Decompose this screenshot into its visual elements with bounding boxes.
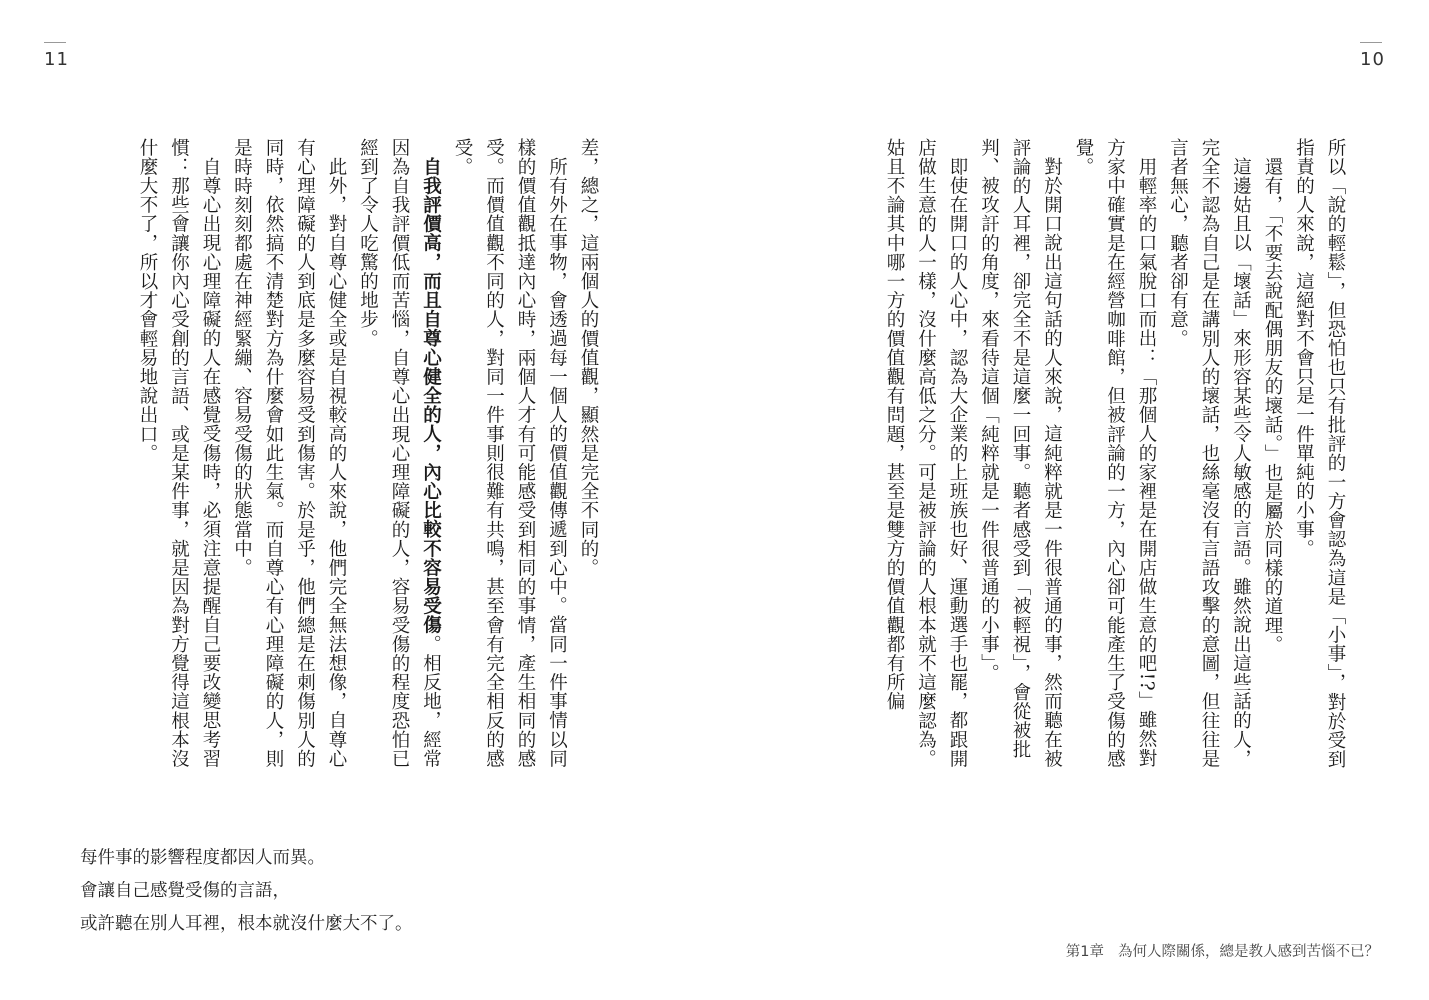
body-paragraph-emphasis: [352, 138, 447, 778]
body-paragraph: 此外，對自尊心健全或是自視較高的人來說，他們完全無法想像，自尊心有心理障礙的人到底是多麼容易受到傷害。於是乎，他們總是在刺傷別人的同時，依然搞不清楚對方為什麼會如此生氣。而自尊心有心理障礙的人，則是時時刻刻都處在神經緊繃、容易受傷的狀態當中。: [231, 138, 347, 769]
body-paragraph: 所以「說的輕鬆」，但恐怕也只有批評的一方會認為這是「小事」，對於受到指責的人來說，這絕對不會只是一件單純的小事。: [1293, 138, 1346, 769]
body-paragraph: 對於開口說出這句話的人來說，這純粹就是一件很普通的事，然而聽在被評論的人耳裡，卻完全不是這麼一回事。聽者感受到「被輕視」，會從被批判、被攻訐的角度，來看待這個「純粹就是一件很普通的小事」。: [978, 138, 1063, 768]
page-number-left-text: 11: [44, 49, 69, 70]
page-number-right-text: 10: [1360, 49, 1385, 70]
right-page-body: [781, 138, 1351, 778]
running-footer: [1066, 940, 1379, 961]
summary-caption: [80, 842, 413, 941]
body-paragraph: 用輕率的口氣脫口而出：「那個人的家裡是在開店做生意的吧!?」雖然對方家中確實是在經營咖啡館，但被評論的一方，內心卻可能產生了受傷的感覺。: [1073, 138, 1157, 769]
body-text: 。相反地，經常因為自我評價低而苦惱，自尊心出現心理障礙的人，容易受傷的程度恐怕已經到了令人吃驚的地步。: [357, 138, 442, 769]
left-page-body: [104, 138, 604, 778]
caption-line: 每件事的影響程度都因人而異。: [80, 848, 325, 868]
chapter-label: 第1章: [1065, 944, 1104, 960]
body-paragraph: 這邊姑且以「壞話」來形容某些令人敏感的言語。雖然說出這些話的人，完全不認為自己是在講別人的壞話，也絲毫沒有言語攻擊的意圖，但往往是言者無心，聽者卻有意。: [1167, 138, 1252, 769]
caption-line: 會讓自己感覺受傷的言語，: [80, 881, 290, 901]
chapter-title: 為何人際關係，總是教人感到苦惱不已？: [1118, 944, 1379, 960]
body-paragraph: 所有外在事物，會透過每一個人的價值觀傳遞到心中。當同一件事情以同樣的價值觀抵達內心時，兩個人才有可能感受到相同的事情，產生相同的感受。而價值觀不同的人，對同一件事則很難有共鳴，甚至會有完全相反的感受。: [452, 138, 568, 769]
page-number-rule: [1360, 42, 1382, 43]
body-paragraph: 差，總之，這兩個人的價值觀，顯然是完全不同的。: [578, 138, 599, 578]
page-number-rule: [44, 42, 66, 43]
body-paragraph: 即使在開口的人心中，認為大企業的上班族也好、運動選手也罷，都跟開店做生意的人一樣，沒什麼高低之分。可是被評論的人根本就不這麼認為。姑且不論其中哪一方的價值觀有問題，甚至是雙方的價值觀都有所偏: [884, 138, 968, 769]
bold-emphasis-text: 自我評價高，而且自尊心健全的人，內心比較不容易受傷: [420, 156, 442, 634]
page-number-left: [44, 42, 69, 70]
caption-line: 或許聽在別人耳裡，根本就沒什麼大不了。: [80, 914, 413, 934]
body-paragraph: 自尊心出現心理障礙的人在感覺受傷時，必須注意提醒自己要改變思考習慣：那些會讓你內心受創的言語、或是某件事，就是因為對方覺得這根本沒什麼大不了，所以才會輕易地說出口。: [137, 138, 221, 769]
body-paragraph: 還有，「不要去說配偶朋友的壞話。」也是屬於同樣的道理。: [1262, 156, 1283, 654]
page-number-right: [1360, 42, 1385, 70]
